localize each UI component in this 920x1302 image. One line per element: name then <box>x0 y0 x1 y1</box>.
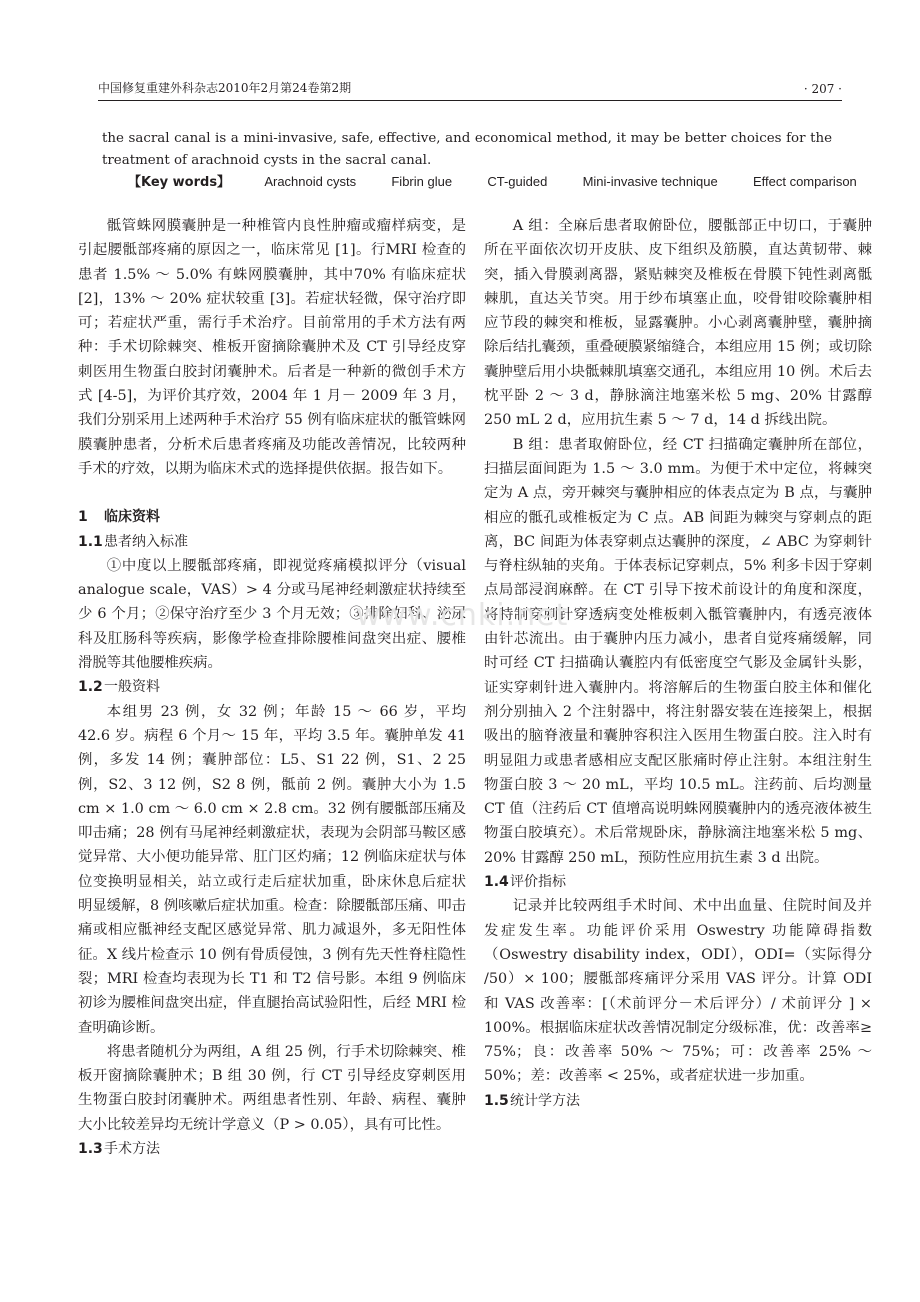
section-heading-1-1 <box>78 530 466 554</box>
left-column <box>78 214 466 1161</box>
section-heading-1-2 <box>78 675 466 699</box>
section-title: 手术方法 <box>104 1140 160 1157</box>
inclusion-criteria-paragraph: ①中度以上腰骶部疼痛，即视觉疼痛模拟评分（visual analogue scale，VAS）> 4 分或马尾神经刺激症状持续至少 6 个月；②保守治疗至少 3 个月无效；③排除妇科、泌尿科及肛肠科等疾病，影像学检查排除腰椎间盘突出症、腰椎滑脱等其他腰椎疾病。 <box>78 557 466 672</box>
grouping-paragraph: 将患者随机分为两组，A 组 25 例，行手术切除棘突、椎板开窗摘除囊肿术；B 组 30 例，行 CT 引导经皮穿刺医用生物蛋白胶封闭囊肿术。两组患者性别、年龄、病程、囊肿大小比较差异均无统计学意义（P > 0.05），具有可比性。 <box>78 1043 466 1133</box>
group-a-paragraph: A 组：全麻后患者取俯卧位，腰骶部正中切口，于囊肿所在平面依次切开皮肤、皮下组织及筋膜，直达黄韧带、棘突，插入骨膜剥离器，紧贴棘突及椎板在骨膜下钝性剥离骶棘肌，直达关节突。用于纱布填塞止血，咬骨钳咬除囊肿相应节段的棘突和椎板，显露囊肿。小心剥离囊肿壁，囊肿摘除后结扎囊颈，重叠硬膜紧缩缝合，本组应用 15 例；或切除囊肿壁后用小块骶棘肌填塞交通孔，本组应用 10 例。术后去枕平卧 2 ～ 3 d，静脉滴注地塞米松 5 mg、20% 甘露醇 250 mL 2 d，应用抗生素 5 ～ 7 d，14 d 拆线出院。 <box>484 218 872 429</box>
running-head <box>98 76 842 101</box>
section-number: 1.5 <box>484 1092 509 1109</box>
section-number: 1.1 <box>78 533 103 550</box>
evaluation-paragraph: 记录并比较两组手术时间、术中出血量、住院时间及并发症发生率。功能评价采用 Oswestry 功能障碍指数（Oswestry disability index，ODI），ODI=（实际得分 /50）× 100；腰骶部疼痛评分采用 VAS 评分。计算 ODI 和 VAS 改善率：[（术前评分－术后评分）/ 术前评分 ] × 100%。根据临床症状改善情况制定分级标准，优：改善率≥ 75%；良：改善率 50% ～ 75%；可：改善率 25% ～ 50%；差：改善率 < 25%，或者症状进一步加重。 <box>484 898 872 1085</box>
keyword-item: Fibrin glue <box>391 174 453 189</box>
keyword-item: Effect comparison <box>752 174 857 189</box>
section-title: 临床资料 <box>104 509 160 526</box>
section-title: 一般资料 <box>104 679 160 696</box>
section-title: 评价指标 <box>510 874 566 891</box>
journal-title: 中国修复重建外科杂志2010年2月第24卷第2期 <box>98 81 352 95</box>
section-number: 1.2 <box>78 679 103 696</box>
right-column <box>484 214 872 1113</box>
section-title: 统计学方法 <box>510 1092 580 1109</box>
section-number: 1.3 <box>78 1140 103 1157</box>
abstract-text: the sacral canal is a mini-invasive, safe, effective, and economical method, it may be better choices for the treatment of arachnoid cysts in the sacral canal. <box>102 131 832 168</box>
section-heading-1-5 <box>484 1089 872 1113</box>
keyword-item: CT-guided <box>487 174 548 189</box>
section-heading-1-4 <box>484 870 872 894</box>
keyword-item: Mini-invasive technique <box>582 174 718 189</box>
general-data-paragraph: 本组男 23 例，女 32 例；年龄 15 ～ 66 岁，平均 42.6 岁。病程 6 个月～ 15 年，平均 3.5 年。囊肿单发 41 例，多发 14 例；囊肿部位：L5、S1 22 例，S1、2 25 例，S2、3 12 例，S2 8 例，骶前 2 例。囊肿大小为 1.5 cm × 1.0 cm ～ 6.0 cm × 2.8 cm。32 例有腰骶部压痛及叩击痛；28 例有马尾神经刺激症状，表现为会阴部马鞍区感觉异常、大小便功能异常、肛门区灼痛；12 例临床症状与体位变换明显相关，站立或行走后症状加重，卧床休息后症状明显缓解，8 例咳嗽后症状加重。检查：除腰骶部压痛、叩击痛或相应骶神经支配区感觉异常、肌力减退外，多无阳性体征。X 线片检查示 10 例有骨质侵蚀，3 例有先天性脊柱隐性裂；MRI 检查均表现为长 T1 和 T2 信号影。本组 9 例临床初诊为腰椎间盘突出症，伴直腿抬高试验阳性，后经 MRI 检查明确诊断。 <box>78 703 466 1036</box>
section-number: 1.4 <box>484 874 509 891</box>
keywords-line <box>128 171 888 193</box>
keyword-item: Arachnoid cysts <box>264 174 357 189</box>
section-heading-1-3 <box>78 1137 466 1161</box>
group-b-paragraph: B 组：患者取俯卧位，经 CT 扫描确定囊肿所在部位，扫描层面间距为 1.5 ～ 3.0 mm。为便于术中定位，将棘突定为 A 点，旁开棘突与囊肿相应的体表点定为 B 点，与囊肿相应的骶孔或椎板定为 C 点。AB 间距为棘突与穿刺点的距离，BC 间距为体表穿刺点达囊肿的深度，∠ ABC 为穿刺针与脊柱纵轴的夹角。于体表标记穿刺点，5% 利多卡因于穿刺点局部浸润麻醉。在 CT 引导下按术前设计的角度和深度，将特制穿刺针穿透病变处椎板刺入骶管囊肿内，有透亮液体由针芯流出。由于囊肿内压力减小，患者自觉疼痛缓解，同时可经 CT 扫描确认囊腔内有低密度空气影及金属针头影，证实穿刺针进入囊肿内。将溶解后的生物蛋白胶主体和催化剂分别抽入 2 个注射器中，将注射器安装在连接架上，根据吸出的脑脊液量和囊肿容积注入医用生物蛋白胶。注入时有明显阻力或患者感相应支配区胀痛时停止注射。本组注射生物蛋白胶 3 ～ 20 mL，平均 10.5 mL。注药前、后均测量 CT 值（注药后 CT 值增高说明蛛网膜囊肿内的透亮液体被生物蛋白胶填充）。术后常规卧床，静脉滴注地塞米松 5 mg、20% 甘露醇 250 mL，预防性应用抗生素 3 d 出院。 <box>484 436 872 866</box>
section-heading-1 <box>78 505 466 529</box>
watermark: www.cnki.net <box>356 598 569 633</box>
section-title: 患者纳入标准 <box>104 533 188 550</box>
section-number: 1 <box>78 509 88 526</box>
page-number: · 207 · <box>803 82 842 96</box>
keywords-label: 【Key words】 <box>128 175 231 190</box>
intro-paragraph: 骶管蛛网膜囊肿是一种椎管内良性肿瘤或瘤样病变，是引起腰骶部疼痛的原因之一，临床常见 [1]。行MRI 检查的患者 1.5% ～ 5.0% 有蛛网膜囊肿，其中70% 有临床症状 [2]，13% ～ 20% 症状较重 [3]。若症状轻微，保守治疗即可；若症状严重，需行手术治疗。目前常用的手术方法有两种：手术切除棘突、椎板开窗摘除囊肿术及 CT 引导经皮穿刺医用生物蛋白胶封闭囊肿术。后者是一种新的微创手术方式 [4-5]，为评价其疗效，2004 年 1 月－ 2009 年 3 月，我们分别采用上述两种手术治疗 55 例有临床症状的骶管蛛网膜囊肿患者，分析术后患者疼痛及功能改善情况，比较两种手术的疗效，以期为临床术式的选择提供依据。报告如下。 <box>78 218 466 477</box>
